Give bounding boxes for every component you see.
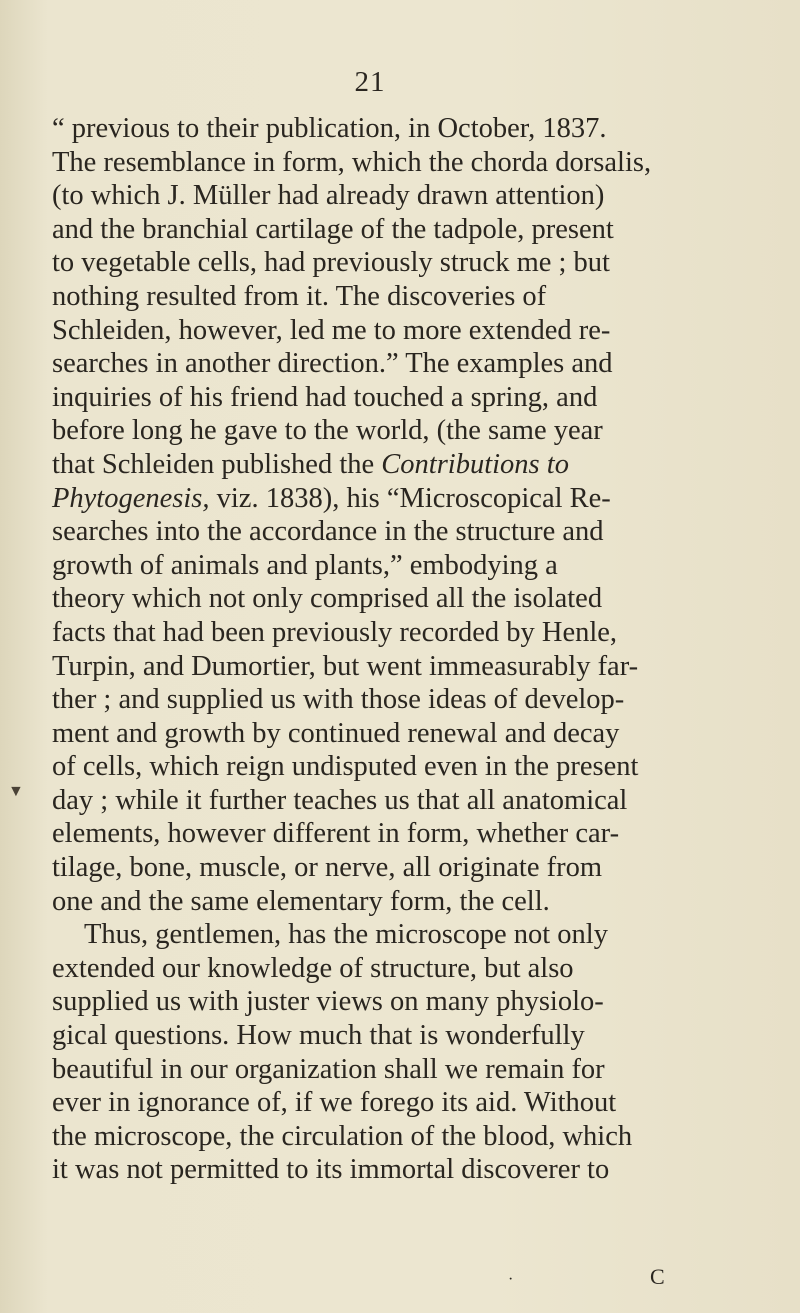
text-line: Schleiden, however, led me to more extended re-	[52, 314, 611, 346]
text-line	[52, 482, 742, 516]
text-line: ever in ignorance of, if we forego its aid. Without	[52, 1087, 617, 1119]
text-line: day ; while it further teaches us that all anatomical	[52, 784, 628, 816]
text-line: tilage, bone, muscle, or nerve, all originate from	[52, 852, 603, 884]
text-segment: viz. 1838), his “Microscopical Re-	[209, 482, 611, 514]
text-line: growth of animals and plants,” embodying a	[52, 549, 558, 581]
text-line: before long he gave to the world, (the same year	[52, 415, 603, 447]
text-line: The resemblance in form, which the chorda dorsalis,	[52, 146, 652, 178]
text-line: the microscope, the circulation of the blood, which	[52, 1120, 633, 1152]
text-line: supplied us with juster views on many physiolo-	[52, 986, 604, 1018]
signature-mark: C	[650, 1264, 665, 1289]
italic-title: Contributions to	[381, 448, 569, 480]
text-line: theory which not only comprised all the isolated	[52, 583, 603, 615]
text-line: one and the same elementary form, the cell.	[52, 885, 550, 917]
text-line: Turpin, and Dumortier, but went immeasurably far-	[52, 650, 639, 682]
text-line: nothing resulted from it. The discoveries of	[52, 280, 547, 312]
text-line: and the branchial cartilage of the tadpole, present	[52, 213, 614, 245]
text-line: extended our knowledge of structure, but also	[52, 952, 574, 984]
page-number: 21	[354, 66, 386, 98]
text-line: to vegetable cells, had previously struck me ; but	[52, 247, 610, 279]
italic-title-continued: Phytogenesis,	[52, 482, 210, 514]
text-line: searches in another direction.” The examples and	[52, 348, 613, 380]
text-segment: that Schleiden published the	[52, 448, 382, 480]
text-line: elements, however different in form, whether car-	[52, 818, 620, 850]
text-line: searches into the accordance in the structure and	[52, 516, 604, 548]
text-line: facts that had been previously recorded by Henle,	[52, 616, 618, 648]
text-line: beautiful in our organization shall we remain for	[52, 1053, 605, 1085]
text-line: it was not permitted to its immortal discoverer to	[52, 1154, 610, 1186]
text-line: inquiries of his friend had touched a spring, and	[52, 381, 598, 413]
text-line	[52, 448, 742, 482]
text-line: ment and growth by continued renewal and decay	[52, 717, 620, 749]
margin-mark: ▼	[8, 783, 24, 800]
text-line: gical questions. How much that is wonderfully	[52, 1020, 585, 1052]
text-line: of cells, which reign undisputed even in the present	[52, 751, 639, 783]
text-line: “ previous to their publication, in October, 1837.	[52, 113, 607, 144]
text-line: ther ; and supplied us with those ideas of develop-	[52, 684, 625, 716]
body-text	[52, 112, 742, 1187]
text-line: Thus, gentlemen, has the microscope not only	[84, 919, 608, 951]
dot-mark: ·	[508, 1271, 514, 1288]
text-line: (to which J. Müller had already drawn attention)	[52, 180, 605, 212]
